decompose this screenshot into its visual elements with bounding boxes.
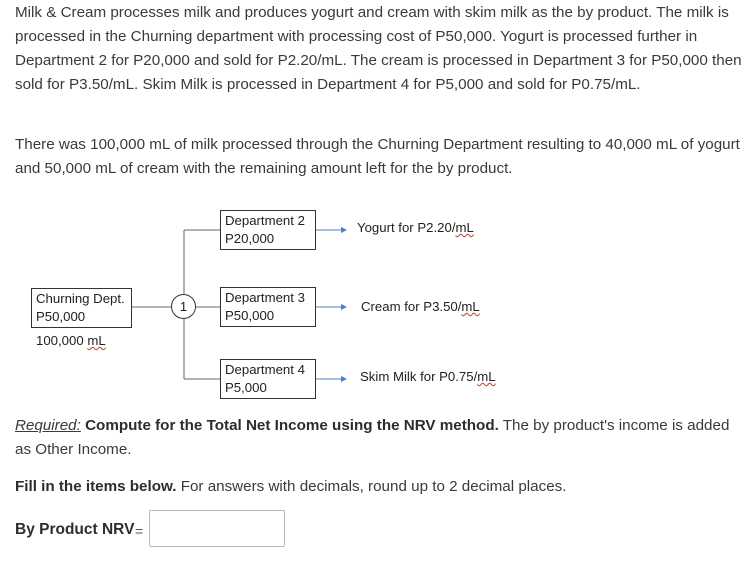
department-3-cost: P50,000 bbox=[225, 308, 275, 323]
department-3-box bbox=[220, 287, 316, 327]
department-2-box bbox=[220, 210, 316, 250]
required-statement bbox=[15, 414, 743, 462]
skim-milk-output-label: Skim Milk for P0.75/mL bbox=[360, 369, 496, 384]
milk-volume-label bbox=[36, 333, 106, 348]
department-2-cost: P20,000 bbox=[225, 231, 275, 246]
department-4-name: Department 4 bbox=[225, 362, 305, 377]
equals-sign: = bbox=[135, 523, 144, 539]
instructions-bold: Fill in the items below. bbox=[15, 478, 177, 495]
department-4-box bbox=[220, 359, 316, 399]
required-note: The by product's income is added as Other Income. bbox=[15, 417, 730, 458]
churning-dept-name: Churning Dept. bbox=[36, 291, 125, 306]
problem-paragraph-2: There was 100,000 mL of milk processed through the Churning Department resulting to 40,000 mL of yogurt and 50,000 mL of cream with the remaining amount left for the by product. bbox=[15, 136, 740, 177]
department-2-name: Department 2 bbox=[225, 213, 305, 228]
department-3-name: Department 3 bbox=[225, 290, 305, 305]
cream-output-label: Cream for P3.50/mL bbox=[361, 299, 480, 314]
milk-volume-amount: 100,000 bbox=[36, 333, 84, 348]
milk-volume-unit: mL bbox=[87, 333, 106, 348]
churning-dept-cost: P50,000 bbox=[36, 309, 86, 324]
by-product-nrv-input[interactable] bbox=[149, 510, 285, 547]
required-label: Required: bbox=[15, 417, 81, 434]
churning-dept-box bbox=[31, 288, 132, 328]
problem-paragraph-1: Milk & Cream processes milk and produces yogurt and cream with skim milk as the by product. The milk is processed in the Churning department with processing cost of P50,000. Yogurt is processed further in Department 2 for P20,000 and sold for P2.20/mL. The cream is processed in Department 3 for P50,000 then sold for P3.50/mL. Skim Milk is processed in Department 4 for P5,000 and sold for P0.75/mL. bbox=[15, 4, 742, 93]
required-task: Compute for the Total Net Income using the NRV method. bbox=[85, 417, 499, 434]
instructions-rest: For answers with decimals, round up to 2 decimal places. bbox=[176, 478, 567, 495]
splitoff-point-circle: 1 bbox=[171, 294, 196, 319]
yogurt-output-label: Yogurt for P2.20/mL bbox=[357, 220, 474, 235]
by-product-nrv-label: By Product NRV bbox=[15, 521, 135, 538]
instructions bbox=[15, 475, 743, 499]
department-4-cost: P5,000 bbox=[225, 380, 267, 395]
